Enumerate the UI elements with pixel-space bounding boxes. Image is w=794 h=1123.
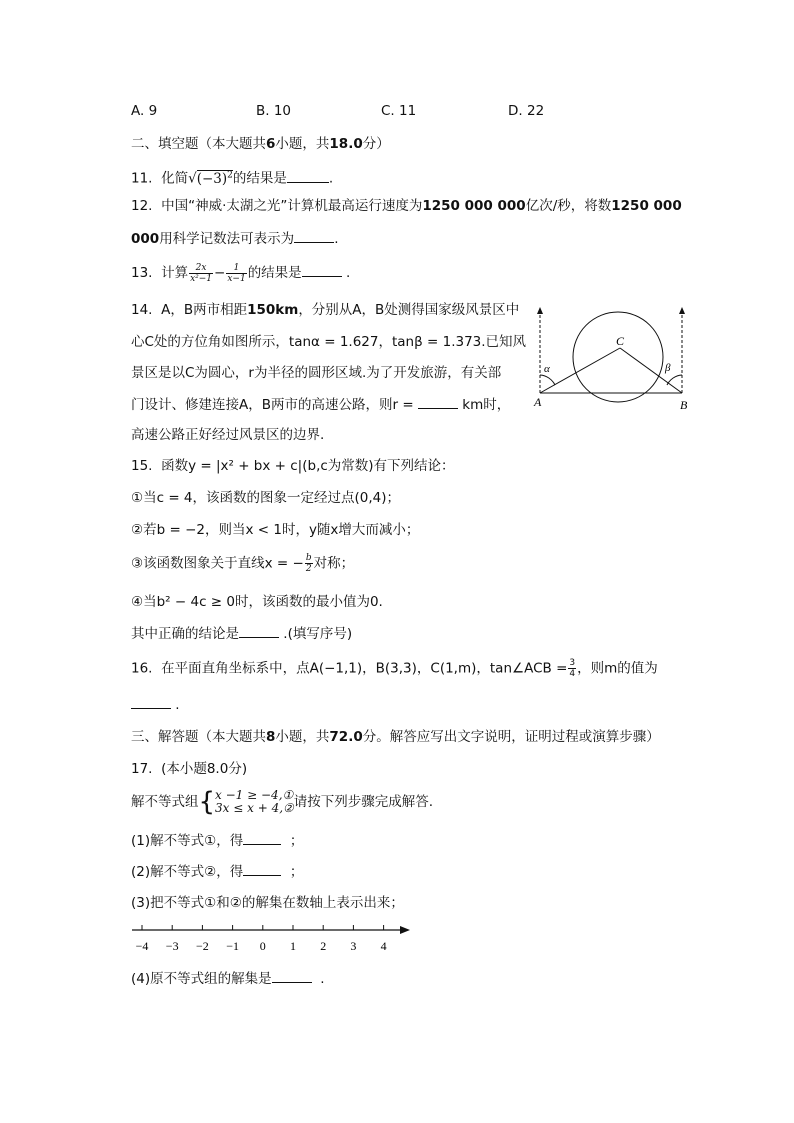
question-15-ask: 其中正确的结论是 .(填写序号): [131, 623, 352, 644]
question-17-system: 解不等式组{ x −1 ≥ −4,① 3x ≤ x + 4,② 请按下列步骤完成解答.: [131, 787, 434, 817]
label-c: C: [616, 334, 625, 348]
question-14-line2: 心C处的方位角如图所示，tanα = 1.627，tanβ = 1.373.已知风: [131, 334, 527, 350]
answer-blank: [131, 694, 171, 709]
question-12: 12. 中国“神威·太湖之光”计算机最高运行速度为1250 000 000亿次/秒，将数1250 000: [131, 198, 682, 214]
question-12-cont: 000用科学记数法可表示为 .: [131, 228, 338, 249]
question-14-line4: 门设计、修建连接A，B两市的高速公路，则r = km时，: [131, 394, 510, 415]
scenic-circle: [573, 312, 663, 402]
section3-heading: 三、解答题（本大题共8小题，共72.0分。解答应写出文字说明，证明过程或演算步骤）: [131, 729, 660, 745]
question-14-line1: 14. A，B两市相距150km，分别从A，B处测得国家级风景区中: [131, 302, 520, 318]
answer-blank: [243, 861, 281, 876]
number-line-arrow: [400, 926, 410, 934]
question-16-blank: .: [131, 694, 180, 715]
step-2: (2)解不等式②，得 ；: [131, 861, 303, 882]
question-17: 17. (本小题8.0分): [131, 761, 248, 777]
question-11: 11. 化简$√(-3)^2$的结果是 .: [131, 165, 333, 189]
question-15: 15. 函数y = |x² + bx + c|(b,c为常数)有下列结论：: [131, 458, 455, 474]
radicand: $(-3)^2$: [196, 170, 233, 187]
question-14-line3: 景区是以C为圆心，r为半径的圆形区域.为了开发旅游，有关部: [131, 365, 502, 381]
conclusion-3: ③该函数图象关于直线x = − $\frac{b}{2}$ 对称；: [131, 553, 355, 574]
answer-blank: [287, 168, 329, 183]
step-1: (1)解不等式①，得 ；: [131, 830, 303, 851]
scenic-area-figure: [530, 303, 700, 418]
number-line: [128, 920, 418, 956]
tick-label: −4: [135, 939, 149, 953]
conclusion-1: ①当c = 4，该函数的图象一定经过点(0,4)；: [131, 490, 401, 506]
tick-label: −1: [226, 939, 239, 953]
segment-ac: [540, 348, 620, 393]
sqrt-symbol: √: [188, 170, 197, 187]
answer-blank: [239, 623, 279, 638]
option-d: D. 22: [508, 103, 545, 119]
step-3: (3)把不等式①和②的解集在数轴上表示出来；: [131, 895, 404, 911]
tick-label: 3: [350, 939, 357, 953]
question-14-line5: 高速公路正好经过风景区的边界.: [131, 427, 325, 443]
label-a: A: [534, 395, 542, 409]
tick-label: 1: [290, 939, 296, 953]
option-b: B. 10: [256, 103, 292, 119]
tick-label: −2: [196, 939, 209, 953]
arrowhead-a: [537, 307, 543, 314]
answer-blank: [243, 830, 281, 845]
label-beta: β: [665, 362, 671, 374]
option-c: C. 11: [381, 103, 417, 119]
tick-label: 4: [380, 939, 387, 953]
answer-blank: [272, 968, 312, 983]
question-16: 16. 在平面直角坐标系中，点A(−1,1)，B(3,3)，C(1,m)，tan∠ACB = $\frac{3}{4}$ ，则m的值为: [131, 658, 658, 679]
answer-blank: [418, 394, 458, 409]
label-alpha: α: [544, 363, 550, 375]
tick-label: 2: [320, 939, 327, 953]
tick-label: 0: [259, 939, 266, 953]
answer-blank: [294, 228, 334, 243]
section2-heading: 二、填空题（本大题共6小题，共18.0分）: [131, 136, 390, 152]
step-4: (4)原不等式组的解集是 .: [131, 968, 325, 989]
conclusion-4: ④当b² − 4c ≥ 0时，该函数的最小值为0.: [131, 594, 383, 610]
answer-blank: [302, 262, 342, 277]
conclusion-2: ②若b = −2，则当x < 1时，y随x增大而减小；: [131, 522, 420, 538]
label-b: B: [680, 398, 688, 412]
question-13: 13. 计算 $\frac{2x}{\text{x²−1}}$ − $\frac{1}{x-1}$ 的结果是 .: [131, 262, 351, 284]
angle-alpha-arc: [540, 375, 555, 385]
option-a: A. 9: [131, 103, 158, 119]
tick-label: −3: [165, 939, 179, 953]
arrowhead-b: [679, 307, 685, 314]
segment-bc: [620, 348, 682, 393]
